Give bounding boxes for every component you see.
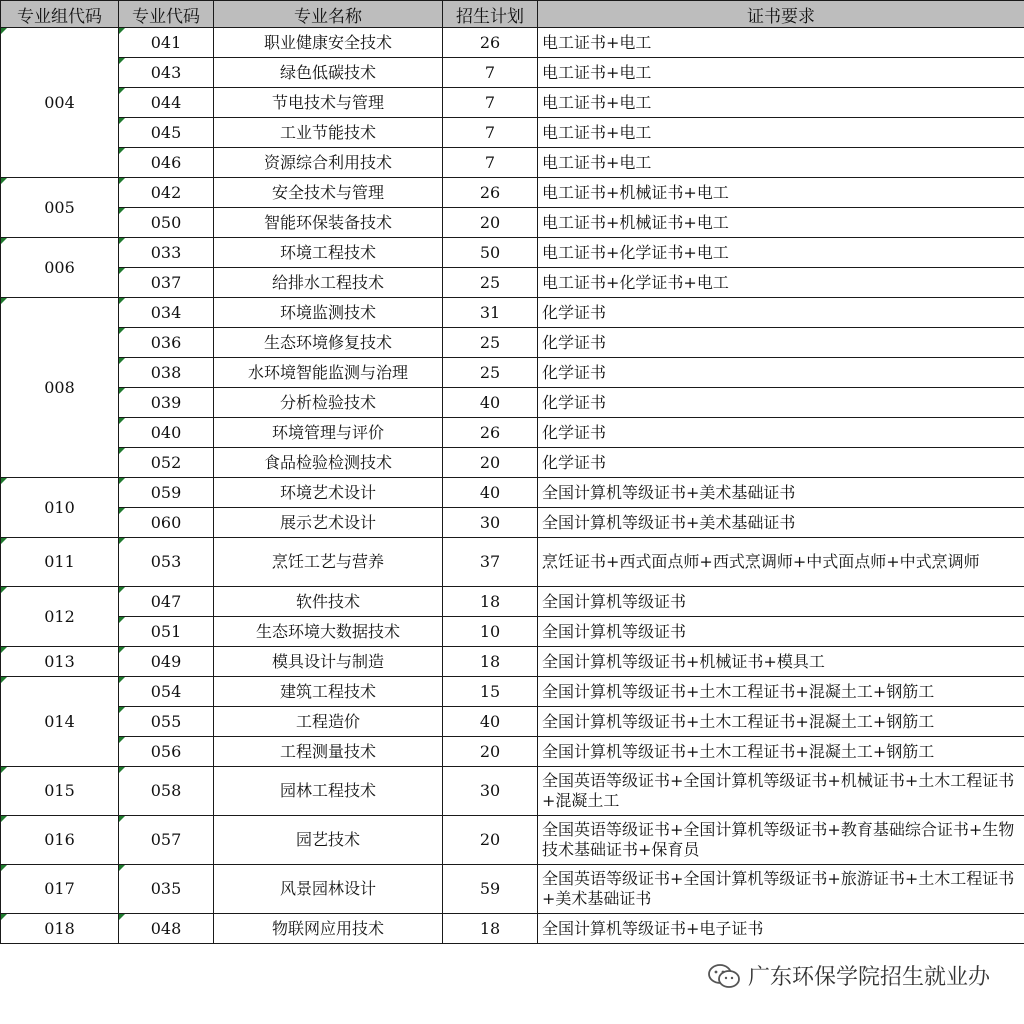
enrollment-plan-cell: 26 [443,178,538,208]
table-row [1,914,1024,944]
col-header-enrollment-plan: 招生计划 [443,1,538,28]
major-code-cell: 054 [119,677,214,707]
table-row [1,737,1024,767]
certificate-requirements-cell: 全国计算机等级证书+美术基础证书 [538,508,1024,538]
major-name-cell: 园林工程技术 [214,767,443,816]
col-header-major-name: 专业名称 [214,1,443,28]
table-row [1,647,1024,677]
major-name-cell: 节电技术与管理 [214,88,443,118]
certificate-requirements-cell: 烹饪证书+西式面点师+西式烹调师+中式面点师+中式烹调师 [538,538,1024,587]
major-code-cell: 043 [119,58,214,88]
group-code-cell: 015 [1,767,119,816]
enrollment-plan-cell: 18 [443,587,538,617]
enrollment-plan-cell: 7 [443,58,538,88]
major-code-cell: 040 [119,418,214,448]
col-header-major-code: 专业代码 [119,1,214,28]
enrollment-plan-cell: 20 [443,208,538,238]
certificate-requirements-cell: 电工证书+电工 [538,118,1024,148]
major-code-cell: 053 [119,538,214,587]
major-name-cell: 智能环保装备技术 [214,208,443,238]
major-name-cell: 职业健康安全技术 [214,28,443,58]
group-code-cell: 010 [1,478,119,538]
major-code-cell: 037 [119,268,214,298]
group-code-cell: 005 [1,178,119,238]
certificate-requirements-cell: 电工证书+电工 [538,58,1024,88]
major-code-cell: 047 [119,587,214,617]
certificate-requirements-cell: 全国计算机等级证书+土木工程证书+混凝土工+钢筋工 [538,677,1024,707]
major-name-cell: 展示艺术设计 [214,508,443,538]
certificate-requirements-cell: 全国计算机等级证书+电子证书 [538,914,1024,944]
major-code-cell: 051 [119,617,214,647]
table-row [1,238,1024,268]
major-code-cell: 050 [119,208,214,238]
major-code-cell: 033 [119,238,214,268]
major-name-cell: 生态环境大数据技术 [214,617,443,647]
certificate-requirements-cell: 全国计算机等级证书+机械证书+模具工 [538,647,1024,677]
group-code-cell: 018 [1,914,119,944]
major-name-cell: 软件技术 [214,587,443,617]
enrollment-plan-cell: 40 [443,707,538,737]
major-name-cell: 分析检验技术 [214,388,443,418]
enrollment-plan-cell: 20 [443,448,538,478]
enrollment-plan-cell: 15 [443,677,538,707]
table-row [1,388,1024,418]
enrollment-plan-cell: 31 [443,298,538,328]
certificate-requirements-cell: 电工证书+化学证书+电工 [538,268,1024,298]
enrollment-plan-cell: 7 [443,118,538,148]
enrollment-plan-cell: 40 [443,388,538,418]
table-row [1,617,1024,647]
certificate-requirements-cell: 化学证书 [538,418,1024,448]
major-code-cell: 044 [119,88,214,118]
major-name-cell: 模具设计与制造 [214,647,443,677]
wechat-icon [706,962,742,990]
certificate-requirements-cell: 电工证书+机械证书+电工 [538,178,1024,208]
enrollment-plan-cell: 26 [443,418,538,448]
major-name-cell: 水环境智能监测与治理 [214,358,443,388]
major-code-cell: 052 [119,448,214,478]
enrollment-plan-cell: 25 [443,268,538,298]
group-code-cell: 014 [1,677,119,767]
group-code-cell: 004 [1,28,119,178]
enrollment-plan-cell: 59 [443,865,538,914]
enrollment-plan-cell: 37 [443,538,538,587]
enrollment-plan-cell: 20 [443,737,538,767]
table-row [1,677,1024,707]
major-name-cell: 建筑工程技术 [214,677,443,707]
certificate-requirements-cell: 全国计算机等级证书+土木工程证书+混凝土工+钢筋工 [538,707,1024,737]
header-row [1,1,1024,28]
group-code-cell: 016 [1,816,119,865]
table-row [1,448,1024,478]
major-name-cell: 工业节能技术 [214,118,443,148]
major-name-cell: 工程造价 [214,707,443,737]
watermark-text: 广东环保学院招生就业办 [747,965,990,990]
enrollment-plan-cell: 20 [443,816,538,865]
enrollment-plan-cell: 30 [443,508,538,538]
major-name-cell: 园艺技术 [214,816,443,865]
certificate-requirements-cell: 全国计算机等级证书 [538,587,1024,617]
major-name-cell: 环境工程技术 [214,238,443,268]
major-code-cell: 041 [119,28,214,58]
table-row [1,328,1024,358]
major-code-cell: 056 [119,737,214,767]
certificate-requirements-cell: 全国计算机等级证书+美术基础证书 [538,478,1024,508]
table-row [1,865,1024,914]
certificate-requirements-cell: 电工证书+电工 [538,148,1024,178]
watermark [706,960,990,991]
certificate-requirements-cell: 化学证书 [538,298,1024,328]
table-row [1,816,1024,865]
major-code-cell: 045 [119,118,214,148]
certificate-requirements-cell: 化学证书 [538,388,1024,418]
major-name-cell: 环境监测技术 [214,298,443,328]
group-code-cell: 011 [1,538,119,587]
enrollment-plan-cell: 50 [443,238,538,268]
table-row [1,707,1024,737]
major-name-cell: 风景园林设计 [214,865,443,914]
major-name-cell: 烹饪工艺与营养 [214,538,443,587]
major-code-cell: 059 [119,478,214,508]
group-code-cell: 006 [1,238,119,298]
table-row [1,28,1024,58]
enrollment-plan-cell: 25 [443,358,538,388]
certificate-requirements-cell: 全国计算机等级证书+土木工程证书+混凝土工+钢筋工 [538,737,1024,767]
major-name-cell: 食品检验检测技术 [214,448,443,478]
major-code-cell: 058 [119,767,214,816]
table-row [1,538,1024,587]
major-code-cell: 042 [119,178,214,208]
certificate-requirements-cell: 化学证书 [538,328,1024,358]
table-row [1,58,1024,88]
certificate-requirements-cell: 化学证书 [538,448,1024,478]
enrollment-plan-cell: 7 [443,88,538,118]
table-row [1,118,1024,148]
major-code-cell: 046 [119,148,214,178]
table-row [1,358,1024,388]
certificate-requirements-cell: 全国计算机等级证书 [538,617,1024,647]
certificate-requirements-cell: 电工证书+机械证书+电工 [538,208,1024,238]
certificate-requirements-cell: 电工证书+化学证书+电工 [538,238,1024,268]
enrollment-plan-cell: 40 [443,478,538,508]
major-code-cell: 049 [119,647,214,677]
major-code-cell: 055 [119,707,214,737]
enrollment-plan-cell: 26 [443,28,538,58]
enrollment-plan-cell: 7 [443,148,538,178]
table-row [1,268,1024,298]
major-name-cell: 绿色低碳技术 [214,58,443,88]
table-row [1,88,1024,118]
major-name-cell: 工程测量技术 [214,737,443,767]
table-row [1,178,1024,208]
group-code-cell: 017 [1,865,119,914]
major-code-cell: 034 [119,298,214,328]
major-name-cell: 环境艺术设计 [214,478,443,508]
group-code-cell: 012 [1,587,119,647]
group-code-cell: 013 [1,647,119,677]
enrollment-plan-cell: 30 [443,767,538,816]
col-header-group-code: 专业组代码 [1,1,119,28]
table-body [1,28,1024,944]
enrollment-plan-cell: 10 [443,617,538,647]
major-name-cell: 安全技术与管理 [214,178,443,208]
certificate-requirements-cell: 电工证书+电工 [538,28,1024,58]
enrollment-plan-cell: 18 [443,914,538,944]
major-name-cell: 生态环境修复技术 [214,328,443,358]
major-code-cell: 035 [119,865,214,914]
table-row [1,767,1024,816]
major-code-cell: 036 [119,328,214,358]
major-code-cell: 039 [119,388,214,418]
table-row [1,508,1024,538]
table-row [1,208,1024,238]
certificate-requirements-cell: 全国英语等级证书+全国计算机等级证书+教育基础综合证书+生物技术基础证书+保育员 [538,816,1024,865]
major-name-cell: 资源综合利用技术 [214,148,443,178]
major-code-cell: 060 [119,508,214,538]
col-header-certificate-requirements: 证书要求 [538,1,1024,28]
table-row [1,298,1024,328]
table-row [1,478,1024,508]
table-row [1,148,1024,178]
group-code-cell: 008 [1,298,119,478]
certificate-requirements-cell: 全国英语等级证书+全国计算机等级证书+旅游证书+土木工程证书+美术基础证书 [538,865,1024,914]
major-code-cell: 057 [119,816,214,865]
major-name-cell: 给排水工程技术 [214,268,443,298]
major-name-cell: 环境管理与评价 [214,418,443,448]
major-code-cell: 038 [119,358,214,388]
certificate-requirements-cell: 化学证书 [538,358,1024,388]
major-name-cell: 物联网应用技术 [214,914,443,944]
table-row [1,418,1024,448]
certificate-requirements-cell: 全国英语等级证书+全国计算机等级证书+机械证书+土木工程证书+混凝土工 [538,767,1024,816]
table-row [1,587,1024,617]
enrollment-plan-cell: 18 [443,647,538,677]
certificate-requirements-cell: 电工证书+电工 [538,88,1024,118]
enrollment-plan-cell: 25 [443,328,538,358]
major-code-cell: 048 [119,914,214,944]
